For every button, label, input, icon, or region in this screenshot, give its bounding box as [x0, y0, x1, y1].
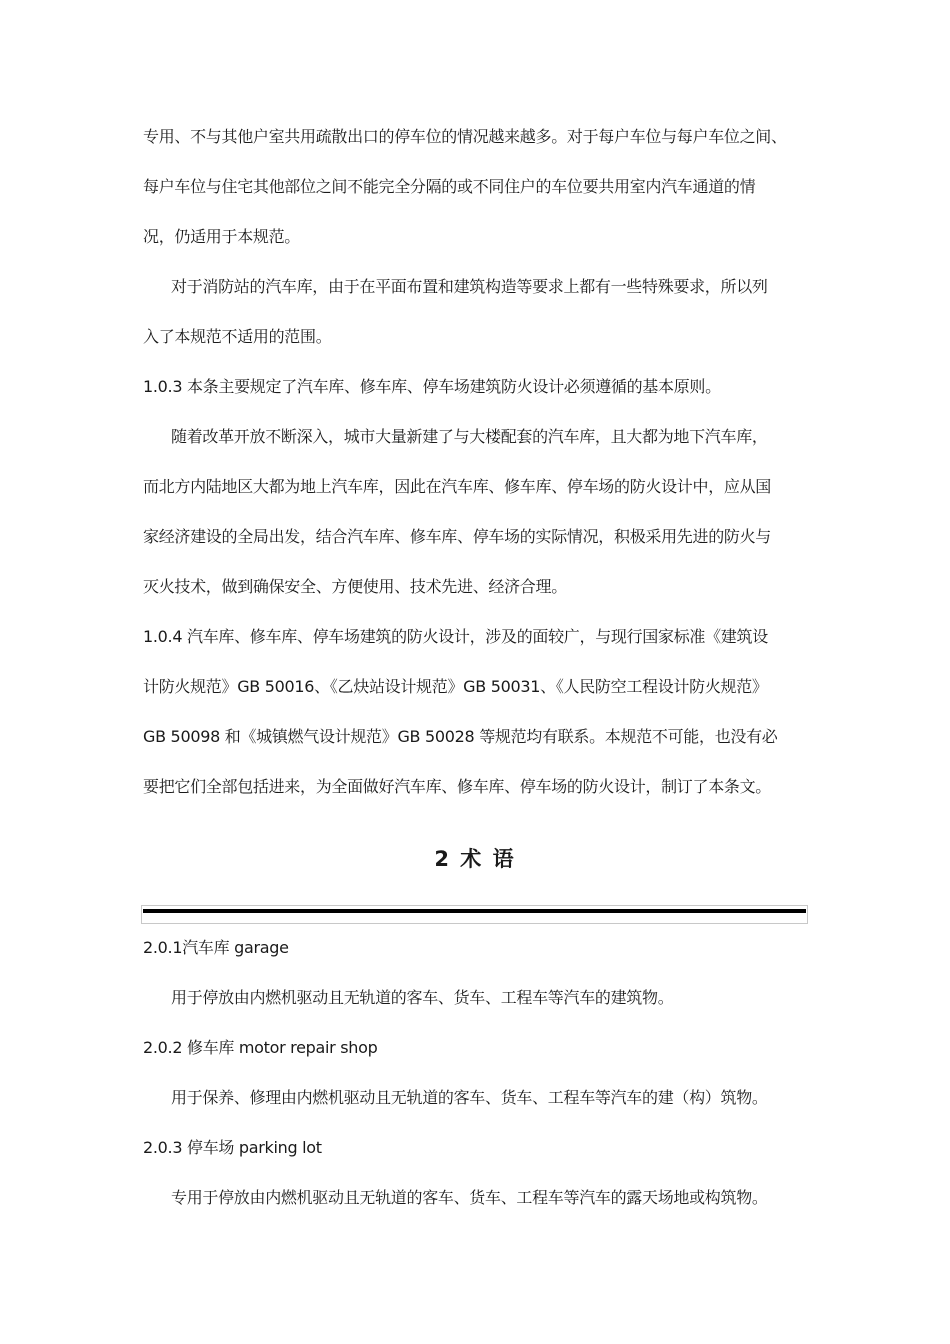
body-text-line: 对于消防站的汽车库，由于在平面布置和建筑构造等要求上都有一些特殊要求，所以列: [171, 277, 768, 296]
term-2-0-3-definition: 专用于停放由内燃机驱动且无轨道的客车、货车、工程车等汽车的露天场地或构筑物。: [171, 1188, 768, 1207]
term-2-0-1-title: 2.0.1汽车库 garage: [143, 938, 289, 957]
term-2-0-2-title: 2.0.2 修车库 motor repair shop: [143, 1038, 378, 1057]
body-text-line: 灭火技术，做到确保安全、方便使用、技术先进、经济合理。: [143, 577, 567, 596]
term-2-0-2-definition: 用于保养、修理由内燃机驱动且无轨道的客车、货车、工程车等汽车的建（构）筑物。: [171, 1088, 768, 1107]
term-2-0-1-definition: 用于停放由内燃机驱动且无轨道的客车、货车、工程车等汽车的建筑物。: [171, 988, 674, 1007]
section-divider: [141, 905, 808, 924]
body-text-line: 家经济建设的全局出发，结合汽车库、修车库、停车场的实际情况，积极采用先进的防火与: [143, 527, 772, 546]
body-text-line: 每户车位与住宅其他部位之间不能完全分隔的或不同住户的车位要共用室内汽车通道的情: [143, 177, 756, 196]
body-text-line: 要把它们全部包括进来，为全面做好汽车库、修车库、停车场的防火设计，制订了本条文。: [143, 777, 772, 796]
body-text-line: 计防火规范》GB 50016、《乙炔站设计规范》GB 50031、《人民防空工程设计防火规范》: [143, 677, 768, 696]
body-text-line: 而北方内陆地区大都为地上汽车库，因此在汽车库、修车库、停车场的防火设计中，应从国: [143, 477, 772, 496]
divider-bar: [143, 909, 806, 913]
body-text-line: 专用、不与其他户室共用疏散出口的停车位的情况越来越多。对于每户车位与每户车位之间、: [143, 127, 787, 146]
body-text-line: 入了本规范不适用的范围。: [143, 327, 332, 346]
clause-1-0-4: 1.0.4 汽车库、修车库、停车场建筑的防火设计，涉及的面较广，与现行国家标准《建筑设: [143, 627, 768, 646]
body-text-line: 随着改革开放不断深入，城市大量新建了与大楼配套的汽车库，且大都为地下汽车库，: [171, 427, 768, 446]
body-text-line: 况，仍适用于本规范。: [143, 227, 301, 246]
clause-1-0-3: 1.0.3 本条主要规定了汽车库、修车库、停车场建筑防火设计必须遵循的基本原则。: [143, 377, 721, 396]
section-heading: 2 术 语: [434, 847, 516, 871]
body-text-line: GB 50098 和《城镇燃气设计规范》GB 50028 等规范均有联系。本规范不可能，也没有必: [143, 727, 778, 746]
term-2-0-3-title: 2.0.3 停车场 parking lot: [143, 1138, 322, 1157]
